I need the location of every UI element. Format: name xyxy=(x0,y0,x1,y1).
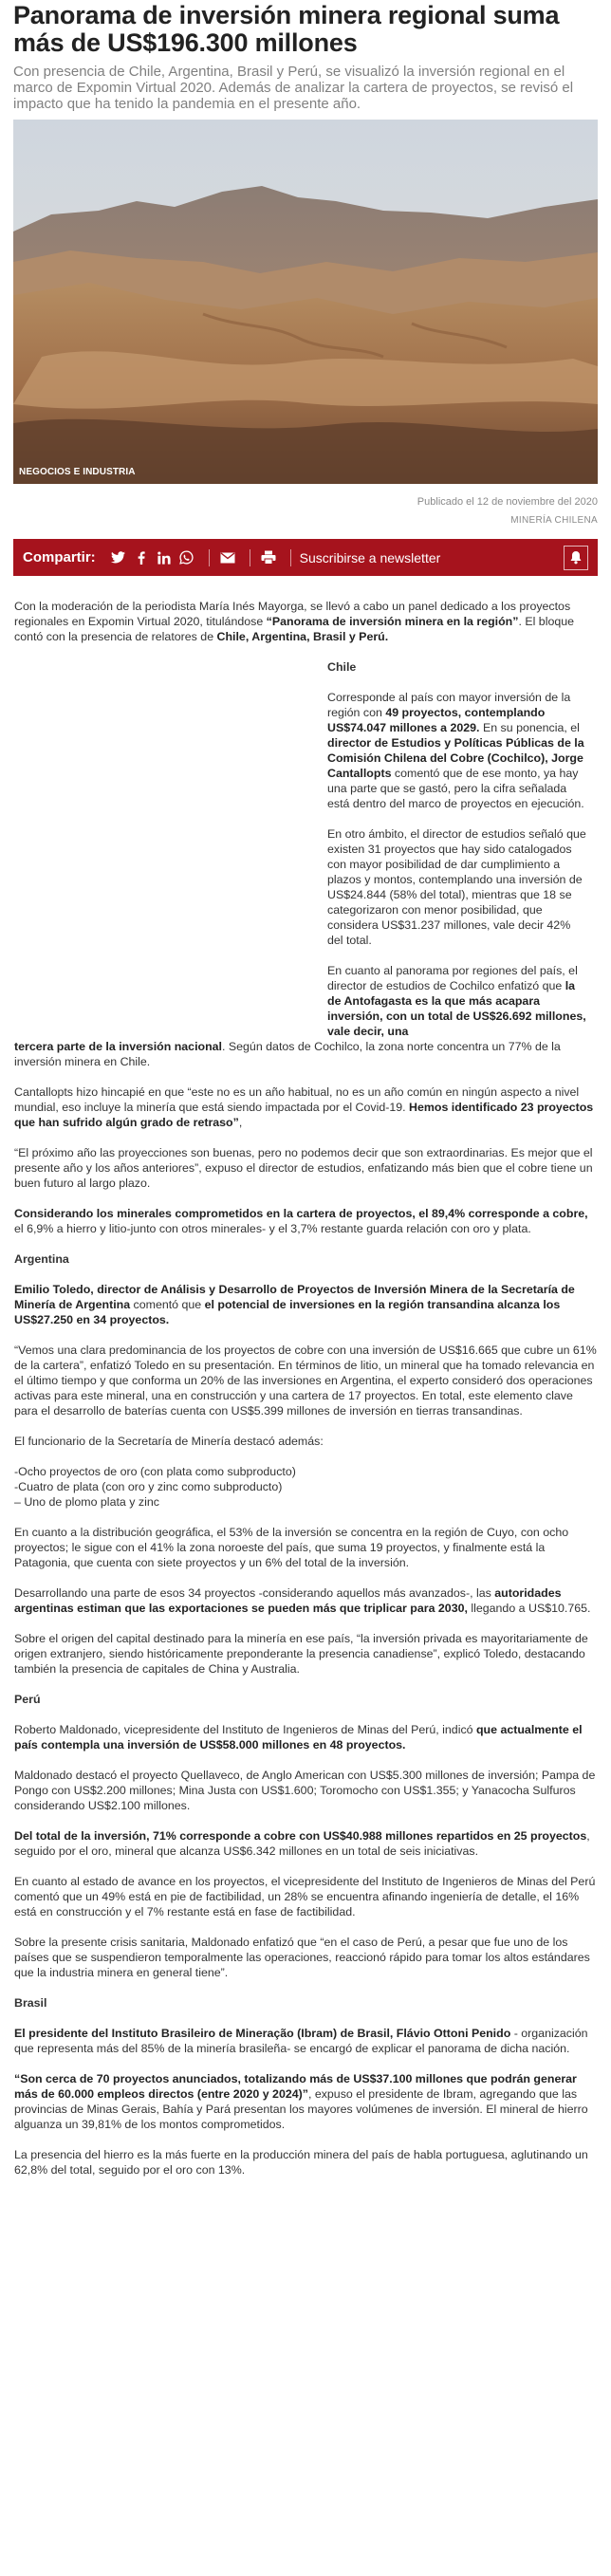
newsletter-link[interactable]: Suscribirse a newsletter xyxy=(299,549,441,565)
chile-paragraph-3-continued: tercera parte de la inversión nacional. Según datos de Cochilco, la zona norte concentra un 77% de la inversión minera en Chile. xyxy=(14,1040,561,1068)
section-heading-peru: Perú xyxy=(14,1693,41,1706)
twitter-icon[interactable] xyxy=(109,548,128,567)
peru-paragraph-3: Del total de la inversión, 71% corresponde a cobre con US$40.988 millones repartidos en 25 proyectos, seguido por el oro, mineral que alcanza US$6.342 millones en un total de seis iniciativas. xyxy=(14,1829,590,1858)
argentina-paragraph-6: Sobre el origen del capital destinado para la minería en ese país, “la inversión privada es mayoritariamente de origen extranjero, siendo históricamente preponderante la presencia canadiense”, explicó Toledo, destacando también la presencia de capitales de China y Australia. xyxy=(14,1632,588,1676)
email-icon[interactable] xyxy=(218,548,237,567)
peru-paragraph-5: Sobre la presente crisis sanitaria, Maldonado enfatizó que “en el caso de Perú, a pesar que fue uno de los países que se suspendieron temporalmente las operaciones, reaccionó rápido para tomar los altos estándares que la industria minera en general tiene”. xyxy=(14,1936,590,1979)
argentina-project-list xyxy=(14,1464,597,1510)
list-item: -Cuatro de plata (con oro y zinc como subproducto) xyxy=(14,1480,283,1493)
peru-paragraph-1: Roberto Maldonado, vicepresidente del Instituto de Ingenieros de Minas del Perú, indicó que actualmente el país contempla una inversión de US$58.000 millones en 48 proyectos. xyxy=(14,1723,583,1751)
share-divider xyxy=(290,549,291,566)
chile-paragraph-2: En otro ámbito, el director de estudios señaló que existen 31 proyectos que hay sido catalogados con mayor posibilidad de dar cumplimiento a plazos y montos, contemplando una inversión de US$24.844 (58% del total), mientras que 18 se categorizaron con menor posibilidad, que considera US$31.237 millones, vale decir 42% del total. xyxy=(327,827,586,947)
share-bar xyxy=(13,539,598,576)
brasil-paragraph-3: La presencia del hierro es la más fuerte en la producción minera del país de habla portuguesa, aglutinando un 62,8% del total, seguido por el oro con 13%. xyxy=(14,2148,588,2177)
intro-paragraph: Con la moderación de la periodista María Inés Mayorga, se llevó a cabo un panel dedicado a los proyectos regionales en Expomin Virtual 2020, titulándose “Panorama de inversión minera en la región”. El bloque contó con la presencia de relatores de Chile, Argentina, Brasil y Perú. xyxy=(14,600,575,643)
hero-image xyxy=(13,120,598,484)
chile-paragraph-3: En cuanto al panorama por regiones del país, el director de estudios de Cochilco enfatizó que la de Antofagasta es la que más acapara inversión, con un total de US$26.692 millones, vale decir, una xyxy=(327,964,586,1038)
chile-paragraph-1: Corresponde al país con mayor inversión de la región con 49 proyectos, contemplando US$74.047 millones a 2029. En su ponencia, el director de Estudios y Políticas Públicas de la Comisión Chilena del Cobre (Cochilco), Jorge Cantallopts comentó que de ese monto, ya hay una parte que se gastó, pero la cifra señalada está dentro del marco de proyectos en ejecución. xyxy=(327,691,584,810)
brasil-paragraph-1: El presidente del Instituto Brasileiro de Mineração (Ibram) de Brasil, Flávio Ottoni Penido - organización que representa más del 85% de la minería brasileña- se encargó de explicar el panorama de dicha nación. xyxy=(14,2027,588,2055)
list-item: – Uno de plomo plata y zinc xyxy=(14,1495,159,1509)
linkedin-icon[interactable] xyxy=(155,548,174,567)
argentina-paragraph-4: En cuanto a la distribución geográfica, el 53% de la inversión se concentra en la región de Cuyo, con ocho proyectos; le sigue con el 41% la zona noroeste del país, que suma 19 proyectos, y finalmente está la Patagonia, que cuenta con siete proyectos y un 6% del total de la inversión. xyxy=(14,1526,569,1569)
argentina-paragraph-5: Desarrollando una parte de esos 34 proyectos -considerando aquellos más avanzados-, las autoridades argentinas estiman que las exportaciones se pueden más que triplicar para 2030, llegando a US$10.765. xyxy=(14,1586,591,1615)
peru-paragraph-4: En cuanto al estado de avance en los proyectos, el vicepresidente del Instituto de Ingenieros de Minas del Perú comentó que un 49% está en pie de factibilidad, un 28% se encuentra afinando ingeniería de detalle, el 16% está en construcción y el 7% restante está en fase de factibilidad. xyxy=(14,1875,596,1918)
publish-date: Publicado el 12 de noviembre del 2020 xyxy=(417,496,598,508)
section-heading-argentina: Argentina xyxy=(14,1252,69,1266)
argentina-paragraph-2: “Vemos una clara predominancia de los proyectos de cobre con una inversión de US$16.665 que cubre un 61% de la cartera”, enfatizó Toledo en su presentación. En términos de litio, un mineral que ha tomado relevancia en el último tiempo y que conforma un 20% de las inversiones en Argentina, el experto consideró dos operaciones activas para este mineral, una en construcción y una cartera de 17 proyectos. En total, este elemento clave para el desarrollo de baterías cuenta con US$5.399 millones de inversión en tierras transandinas. xyxy=(14,1344,597,1418)
chile-paragraph-5: “El próximo año las proyecciones son buenas, pero no podemos decir que son extraordinarias. Es mejor que el presente año y los años anteriores”, expuso el director de estudios, enfatizando más bien que el cobre tiene un buen futuro al largo plazo. xyxy=(14,1146,593,1190)
argentina-paragraph-3: El funcionario de la Secretaría de Minería destacó además: xyxy=(14,1435,324,1448)
mountain-landscape-image xyxy=(13,120,598,484)
article-meta xyxy=(13,495,598,528)
bell-icon[interactable] xyxy=(564,546,588,570)
image-category-tag[interactable]: NEGOCIOS E INDUSTRIA xyxy=(19,467,136,477)
chile-paragraph-6: Considerando los minerales comprometidos en la cartera de proyectos, el 89,4% corresponde a cobre, el 6,9% a hierro y litio-junto con otros minerales- y el 3,7% restante guarda relación con oro y plata. xyxy=(14,1207,588,1235)
chile-column xyxy=(327,659,588,1039)
article-title: Panorama de inversión minera regional suma más de US$196.300 millones xyxy=(13,1,560,57)
chile-paragraph-4: Cantallopts hizo hincapié en que “este no es un año habitual, no es un año común en ningún aspecto a nivel mundial, eso incluye la minería que está siendo impactada por el Covid-19. Hemos identificado 23 proyectos que han sufrido algún grado de retraso”, xyxy=(14,1085,594,1129)
section-heading-chile: Chile xyxy=(327,660,357,674)
facebook-icon[interactable] xyxy=(132,548,151,567)
share-divider xyxy=(209,549,210,566)
peru-paragraph-2: Maldonado destacó el proyecto Quellaveco, de Anglo American con US$5.300 millones de inversión; Pampa de Pongo con US$2.200 millones; Mina Justa con US$1.600; Toromocho con US$1.355; y Yanacocha Sulfuros considerando US$2.100 millones. xyxy=(14,1769,596,1812)
whatsapp-icon[interactable] xyxy=(177,548,196,567)
section-heading-brasil: Brasil xyxy=(14,1996,47,2010)
share-label: Compartir: xyxy=(23,549,96,565)
brasil-paragraph-2: “Son cerca de 70 proyectos anunciados, totalizando más de US$37.100 millones que podrán generar más de 60.000 empleos directos (entre 2020 y 2024)”, expuso el presidente de Ibram, agregando que las provincias de Minas Gerais, Bahía y Pará presentan los mayores volúmenes de inversión. El mineral de hierro alguanza un 39,81% de los montos comprometidos. xyxy=(14,2072,588,2131)
list-item: -Ocho proyectos de oro (con plata como subproducto) xyxy=(14,1465,296,1478)
article-body xyxy=(13,599,598,2178)
print-icon[interactable] xyxy=(259,548,278,567)
article-subtitle: Con presencia de Chile, Argentina, Brasil y Perú, se visualizó la inversión regional en el marco de Expomin Virtual 2020. Además de analizar la cartera de proyectos, se revisó el impacto que ha tenido la pandemia en el presente año. xyxy=(13,64,574,112)
article-source[interactable]: MINERÍA CHILENA xyxy=(510,515,598,526)
argentina-paragraph-1: Emilio Toledo, director de Análisis y Desarrollo de Proyectos de Inversión Minera de la Secretaría de Minería de Argentina comentó que el potencial de inversiones en la región transandina alcanza los US$27.250 en 34 proyectos. xyxy=(14,1283,575,1326)
